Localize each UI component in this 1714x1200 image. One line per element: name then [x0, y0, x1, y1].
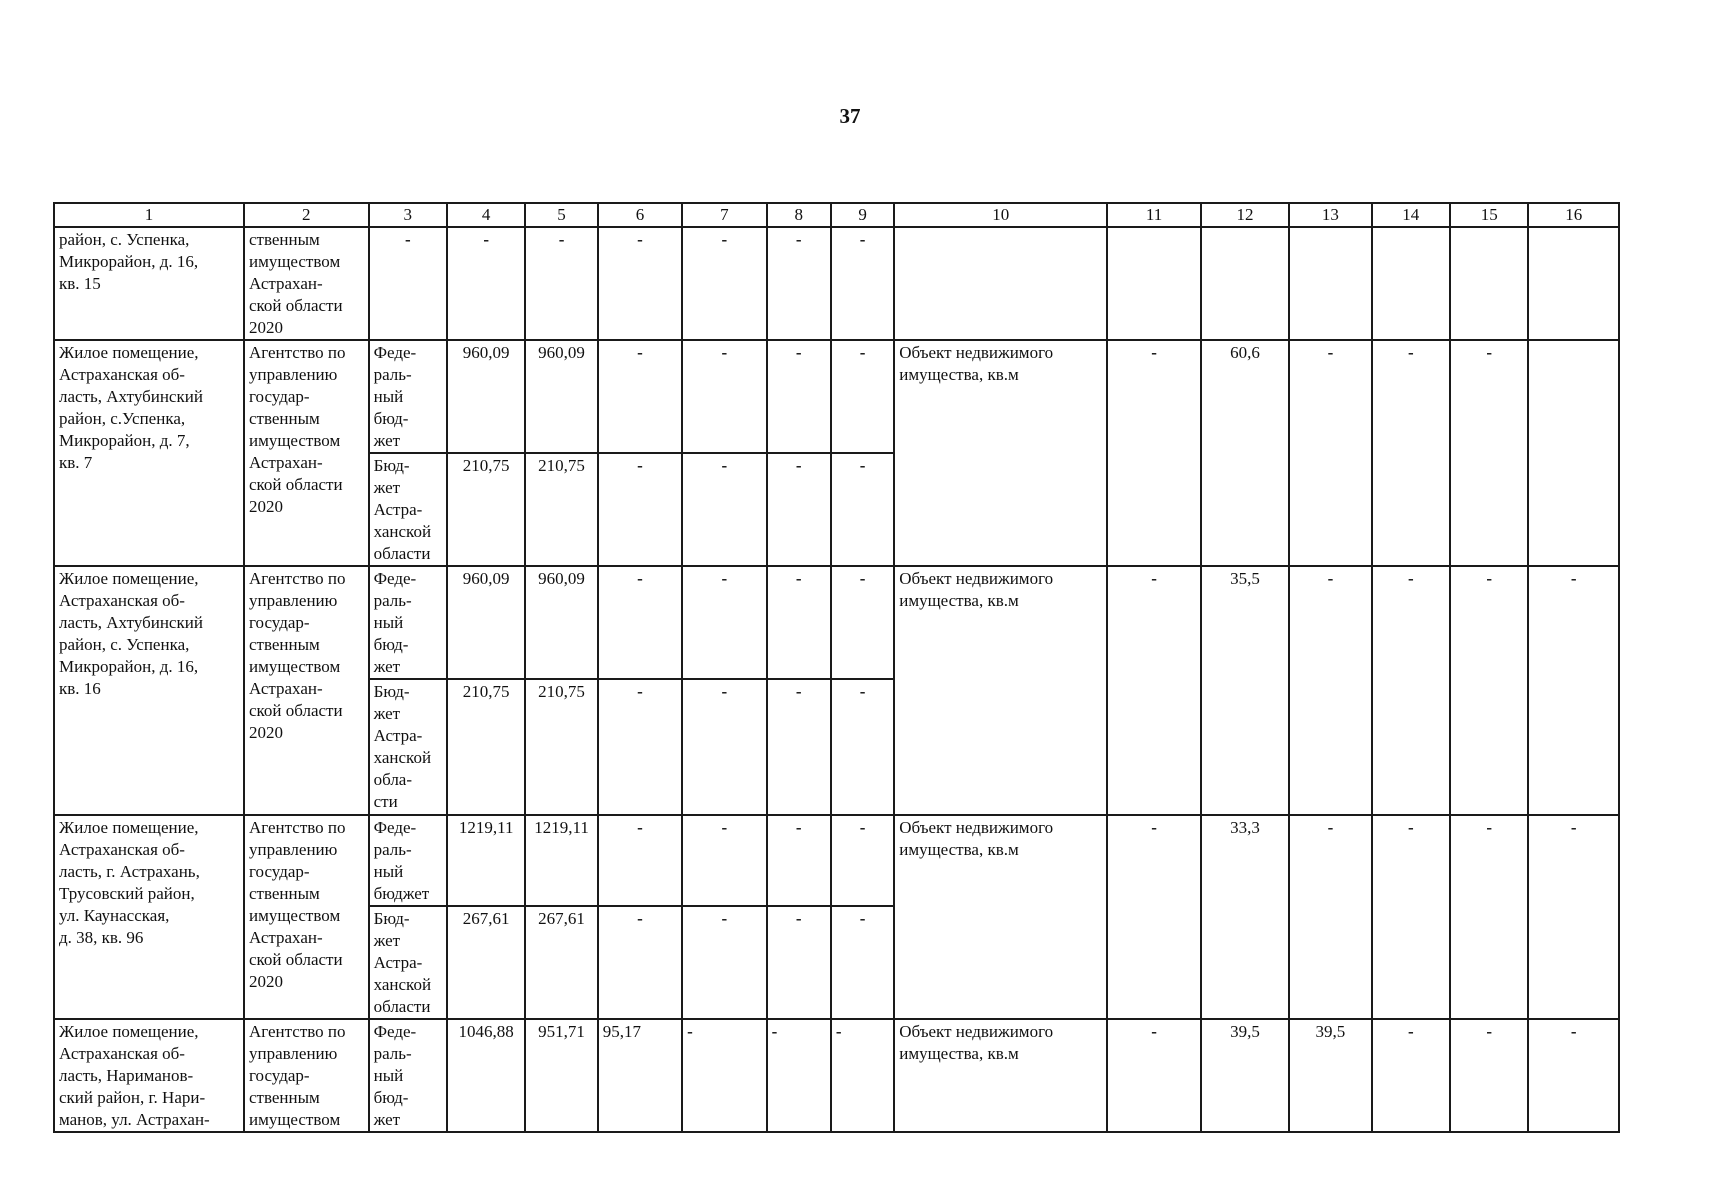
dash-cell: -	[1450, 340, 1528, 566]
area-cell: 39,5	[1289, 1019, 1371, 1132]
dash-cell: -	[598, 906, 682, 1019]
dash-cell: -	[682, 679, 766, 815]
amount-cell: 1219,11	[447, 815, 525, 906]
dash-cell: -	[682, 1019, 766, 1132]
dash-cell: -	[767, 340, 831, 453]
col-header-14: 14	[1372, 203, 1450, 227]
agency-cell: Агентство по управлению государ- ственным имуществом	[244, 1019, 369, 1132]
amount-cell: 1219,11	[525, 815, 597, 906]
dash-cell: -	[1289, 340, 1371, 566]
dash-cell: -	[1372, 1019, 1450, 1132]
object-cell: Объект недвижимого имущества, кв.м	[894, 1019, 1107, 1132]
col-header-11: 11	[1107, 203, 1200, 227]
dash-cell: -	[447, 227, 525, 340]
empty-cell	[1528, 340, 1619, 566]
dash-cell: -	[682, 340, 766, 453]
dash-cell: -	[767, 227, 831, 340]
dash-cell: -	[682, 453, 766, 566]
dash-cell: -	[831, 679, 894, 815]
funding-source-cell: Феде- раль- ный бюджет	[369, 815, 447, 906]
dash-cell: -	[1289, 566, 1371, 815]
dash-cell: -	[682, 906, 766, 1019]
dash-cell: -	[1372, 340, 1450, 566]
dash-cell: -	[1107, 566, 1200, 815]
dash-cell: -	[831, 566, 894, 679]
col-header-2: 2	[244, 203, 369, 227]
address-cell: Жилое помещение, Астраханская об- ласть, Ахтубинский район, с. Успенка, Микрорайон, д. 16, кв. 16	[54, 566, 244, 815]
dash-cell: -	[831, 906, 894, 1019]
table-row	[54, 227, 1619, 340]
dash-cell: -	[369, 227, 447, 340]
amount-cell: 210,75	[447, 453, 525, 566]
dash-cell: -	[1372, 815, 1450, 1019]
amount-cell: 960,09	[525, 566, 597, 679]
object-cell: Объект недвижимого имущества, кв.м	[894, 566, 1107, 815]
col-header-15: 15	[1450, 203, 1528, 227]
col-header-7: 7	[682, 203, 766, 227]
funding-source-cell: Феде- раль- ный бюд- жет	[369, 1019, 447, 1132]
amount-cell: 95,17	[598, 1019, 682, 1132]
dash-cell: -	[598, 453, 682, 566]
col-header-9: 9	[831, 203, 894, 227]
funding-source-cell: Бюд- жет Астра- ханской области	[369, 906, 447, 1019]
dash-cell: -	[767, 815, 831, 906]
col-header-1: 1	[54, 203, 244, 227]
dash-cell: -	[1450, 1019, 1528, 1132]
dash-cell: -	[831, 227, 894, 340]
dash-cell: -	[767, 906, 831, 1019]
agency-cell: ственным имуществом Астрахан- ской области 2020	[244, 227, 369, 340]
funding-source-cell: Бюд- жет Астра- ханской области	[369, 453, 447, 566]
address-cell: Жилое помещение, Астраханская об- ласть, Ахтубинский район, с.Успенка, Микрорайон, д. 7, кв. 7	[54, 340, 244, 566]
empty-cell	[1528, 227, 1619, 340]
col-header-8: 8	[767, 203, 831, 227]
dash-cell: -	[767, 1019, 831, 1132]
empty-cell	[894, 227, 1107, 340]
col-header-12: 12	[1201, 203, 1289, 227]
col-header-13: 13	[1289, 203, 1371, 227]
table-row	[54, 815, 1619, 906]
amount-cell: 210,75	[525, 679, 597, 815]
dash-cell: -	[598, 340, 682, 453]
dash-cell: -	[598, 815, 682, 906]
funding-source-cell: Феде- раль- ный бюд- жет	[369, 566, 447, 679]
empty-cell	[1450, 227, 1528, 340]
dash-cell: -	[682, 815, 766, 906]
amount-cell: 960,09	[525, 340, 597, 453]
dash-cell: -	[831, 340, 894, 453]
amount-cell: 267,61	[525, 906, 597, 1019]
property-table	[53, 202, 1620, 1133]
col-header-6: 6	[598, 203, 682, 227]
col-header-4: 4	[447, 203, 525, 227]
object-cell: Объект недвижимого имущества, кв.м	[894, 815, 1107, 1019]
empty-cell	[1289, 227, 1371, 340]
address-cell: Жилое помещение, Астраханская об- ласть, Нариманов- ский район, г. Нари- манов, ул. Астрахан-	[54, 1019, 244, 1132]
column-number-row	[54, 203, 1619, 227]
agency-cell: Агентство по управлению государ- ственным имуществом Астрахан- ской области 2020	[244, 340, 369, 566]
amount-cell: 960,09	[447, 566, 525, 679]
dash-cell: -	[598, 679, 682, 815]
dash-cell: -	[598, 227, 682, 340]
col-header-16: 16	[1528, 203, 1619, 227]
dash-cell: -	[1528, 815, 1619, 1019]
dash-cell: -	[1107, 815, 1200, 1019]
amount-cell: 951,71	[525, 1019, 597, 1132]
dash-cell: -	[1528, 1019, 1619, 1132]
dash-cell: -	[1450, 566, 1528, 815]
table-row	[54, 566, 1619, 679]
dash-cell: -	[1107, 340, 1200, 566]
empty-cell	[1201, 227, 1289, 340]
dash-cell: -	[598, 566, 682, 679]
page-number: 37	[839, 104, 861, 128]
col-header-3: 3	[369, 203, 447, 227]
col-header-5: 5	[525, 203, 597, 227]
amount-cell: 267,61	[447, 906, 525, 1019]
area-cell: 33,3	[1201, 815, 1289, 1019]
amount-cell: 210,75	[525, 453, 597, 566]
area-cell: 39,5	[1201, 1019, 1289, 1132]
funding-source-cell: Бюд- жет Астра- ханской обла- сти	[369, 679, 447, 815]
amount-cell: 1046,88	[447, 1019, 525, 1132]
dash-cell: -	[682, 566, 766, 679]
table-row	[54, 340, 1619, 453]
address-cell: Жилое помещение, Астраханская об- ласть, г. Астрахань, Трусовский район, ул. Каунасская, д. 38, кв. 96	[54, 815, 244, 1019]
area-cell: 35,5	[1201, 566, 1289, 815]
agency-cell: Агентство по управлению государ- ственным имуществом Астрахан- ской области 2020	[244, 815, 369, 1019]
dash-cell: -	[831, 815, 894, 906]
dash-cell: -	[682, 227, 766, 340]
area-cell: 60,6	[1201, 340, 1289, 566]
agency-cell: Агентство по управлению государ- ственным имуществом Астрахан- ской области 2020	[244, 566, 369, 815]
dash-cell: -	[1450, 815, 1528, 1019]
dash-cell: -	[831, 1019, 894, 1132]
dash-cell: -	[767, 453, 831, 566]
dash-cell: -	[1289, 815, 1371, 1019]
dash-cell: -	[1528, 566, 1619, 815]
empty-cell	[1372, 227, 1450, 340]
dash-cell: -	[767, 566, 831, 679]
dash-cell: -	[1372, 566, 1450, 815]
amount-cell: 210,75	[447, 679, 525, 815]
amount-cell: 960,09	[447, 340, 525, 453]
object-cell: Объект недвижимого имущества, кв.м	[894, 340, 1107, 566]
dash-cell: -	[525, 227, 597, 340]
dash-cell: -	[1107, 1019, 1200, 1132]
address-cell: район, с. Успенка, Микрорайон, д. 16, кв. 15	[54, 227, 244, 340]
table-row	[54, 1019, 1619, 1132]
col-header-10: 10	[894, 203, 1107, 227]
dash-cell: -	[831, 453, 894, 566]
funding-source-cell: Феде- раль- ный бюд- жет	[369, 340, 447, 453]
dash-cell: -	[767, 679, 831, 815]
empty-cell	[1107, 227, 1200, 340]
